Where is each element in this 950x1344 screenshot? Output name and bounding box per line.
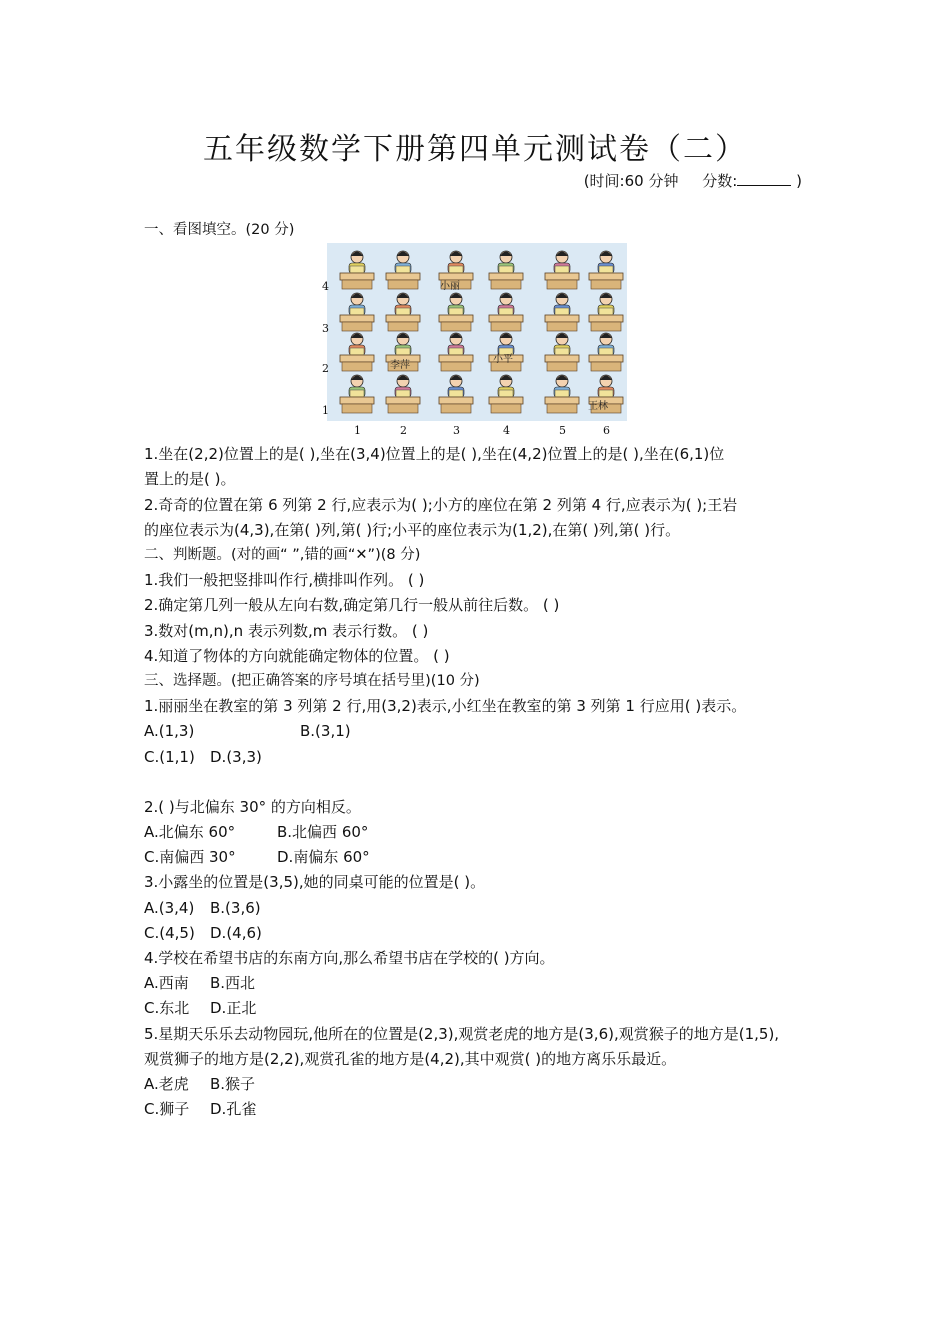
s3-q5-line2: 观赏狮子的地方是(2,2),观赏孔雀的地方是(4,2),其中观赏( )的地方离乐乐最近。 xyxy=(144,1050,677,1068)
s3-q5-option-b: B.猴子 xyxy=(210,1075,256,1093)
classroom-seating-figure xyxy=(322,243,627,438)
row-label: 3 xyxy=(322,322,329,335)
label-liping: 李萍 xyxy=(390,360,410,371)
s3-q3: 3.小露坐的位置是(3,5),她的同桌可能的位置是( )。 xyxy=(144,873,486,891)
s3-q2-option-b: B.北偏西 60° xyxy=(277,823,369,841)
s1-q1-line1: 1.坐在(2,2)位置上的是( ),坐在(3,4)位置上的是( ),坐在(4,2)位置上的是( ),坐在(6,1)位 xyxy=(144,445,725,463)
column-label: 2 xyxy=(400,424,407,437)
score-label: 分数: xyxy=(702,172,738,190)
row-label: 1 xyxy=(322,404,329,417)
s3-q4-option-a: A.西南 xyxy=(144,974,189,992)
s3-q3-option-a: A.(3,4) xyxy=(144,899,195,917)
s3-q5-line1: 5.星期天乐乐去动物园玩,他所在的位置是(2,3),观赏老虎的地方是(3,6),观赏猴子的地方是(1,5), xyxy=(144,1025,780,1043)
s3-q4: 4.学校在希望书店的东南方向,那么希望书店在学校的( )方向。 xyxy=(144,949,555,967)
s3-q1: 1.丽丽坐在教室的第 3 列第 2 行,用(3,2)表示,小红坐在教室的第 3 列第 1 行应用( )表示。 xyxy=(144,697,747,715)
column-label: 4 xyxy=(503,424,510,437)
s3-q3-option-d: D.(4,6) xyxy=(210,924,262,942)
s2-item-2: 2.确定第几列一般从左向右数,确定第几行一般从前往后数。 ( ) xyxy=(144,596,560,614)
time-label: (时间:60 分钟 xyxy=(583,172,679,190)
s3-q2-option-c: C.南偏西 30° xyxy=(144,848,236,866)
label-xiaoli: 小丽 xyxy=(440,281,460,292)
label-xiaoping: 小平 xyxy=(493,354,513,365)
s1-q2-line1: 2.奇奇的位置在第 6 列第 2 行,应表示为( );小方的座位在第 2 列第 4 行,应表示为( );王岩 xyxy=(144,496,738,514)
s1-q2-line2: 的座位表示为(4,3),在第( )列,第( )行;小平的座位表示为(1,2),在第( )列,第( )行。 xyxy=(144,521,681,539)
section3-heading: 三、选择题。(把正确答案的序号填在括号里)(10 分) xyxy=(144,673,480,689)
column-label: 6 xyxy=(603,424,610,437)
section2-heading: 二、判断题。(对的画“ ”,错的画“✕”)(8 分) xyxy=(144,547,421,563)
s3-q2-option-a: A.北偏东 60° xyxy=(144,823,236,841)
s3-q3-option-b: B.(3,6) xyxy=(210,899,261,917)
s2-item-1: 1.我们一般把竖排叫作行,横排叫作列。 ( ) xyxy=(144,571,425,589)
s3-q3-option-c: C.(4,5) xyxy=(144,924,195,942)
column-label: 1 xyxy=(354,424,361,437)
score-end: ) xyxy=(796,172,802,190)
s3-q5-option-c: C.狮子 xyxy=(144,1100,190,1118)
s3-q5-option-d: D.孔雀 xyxy=(210,1100,257,1118)
page-title: 五年级数学下册第四单元测试卷（二） xyxy=(203,132,747,167)
section1-heading: 一、看图填空。(20 分) xyxy=(144,222,295,238)
s3-q1-option-d: D.(3,3) xyxy=(210,748,262,766)
s2-item-3: 3.数对(m,n),n 表示列数,m 表示行数。 ( ) xyxy=(144,622,429,640)
row-label: 2 xyxy=(322,362,329,375)
column-label: 5 xyxy=(559,424,566,437)
s1-q1-line2: 置上的是( )。 xyxy=(144,470,236,488)
s3-q4-option-c: C.东北 xyxy=(144,999,190,1017)
s3-q2: 2.( )与北偏东 30° 的方向相反。 xyxy=(144,798,361,816)
s3-q4-option-b: B.西北 xyxy=(210,974,256,992)
score-blank xyxy=(737,171,791,186)
label-wanglin: 王林 xyxy=(588,401,608,412)
s2-item-4: 4.知道了物体的方向就能确定物体的位置。 ( ) xyxy=(144,647,450,665)
row-label: 4 xyxy=(322,280,329,293)
figure-background xyxy=(327,243,627,421)
exam-meta xyxy=(584,170,802,191)
column-label: 3 xyxy=(453,424,460,437)
s3-q5-option-a: A.老虎 xyxy=(144,1075,189,1093)
s3-q1-option-a: A.(1,3) xyxy=(144,722,195,740)
s3-q4-option-d: D.正北 xyxy=(210,999,257,1017)
s3-q1-option-c: C.(1,1) xyxy=(144,748,195,766)
s3-q1-option-b: B.(3,1) xyxy=(300,722,351,740)
s3-q2-option-d: D.南偏东 60° xyxy=(277,848,370,866)
